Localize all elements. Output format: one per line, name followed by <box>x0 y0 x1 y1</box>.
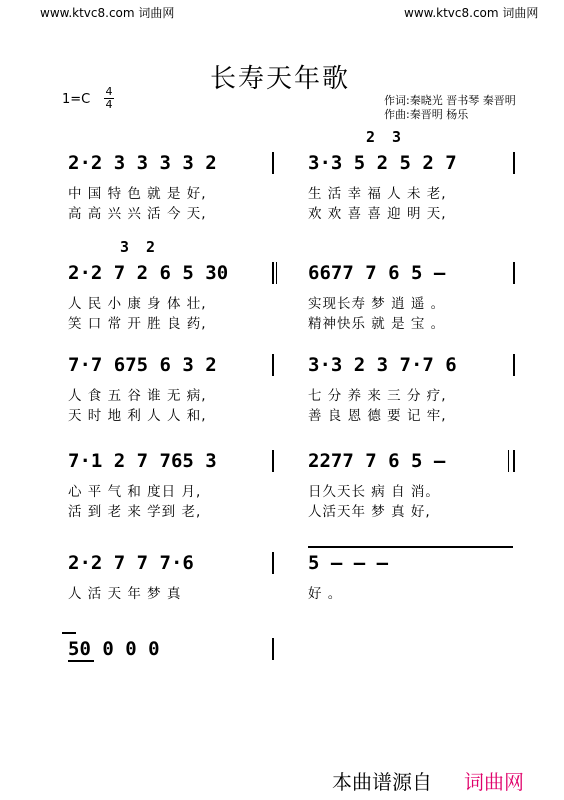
time-top: 4 <box>105 85 113 98</box>
barline <box>272 552 274 574</box>
lyrics-row4-a-v1: 心 平 气 和 度日 月, <box>68 484 202 500</box>
time-signature <box>104 86 114 111</box>
lyrics-row4-b-v1: 日久天长 病 自 消。 <box>308 484 440 500</box>
notes-row3-a: 7·7 675 6 3 2 <box>68 354 217 376</box>
lyrics-row3-b-v2: 善 良 恩 德 要 记 牢, <box>308 408 447 424</box>
lyrics-row3-a-v2: 天 时 地 利 人 人 和, <box>68 408 207 424</box>
final-barline <box>272 638 274 660</box>
notes-row4-b: 2277 7 6 5 – <box>308 450 446 472</box>
left-watermark: www.ktvc8.com 词曲网 <box>40 6 175 20</box>
lyrics-row1-a-v2: 高 高 兴 兴 活 今 天, <box>68 206 207 222</box>
notes-row4-a: 7·1 2 7 765 3 <box>68 450 217 472</box>
upper-notes-row2: 3 2 <box>120 238 160 256</box>
key-signature: 1=C <box>62 92 91 107</box>
lyrics-row4-a-v2: 活 到 老 来 学到 老, <box>68 504 202 520</box>
tie-line <box>308 546 513 548</box>
lyrics-row1-a-v1: 中 国 特 色 就 是 好, <box>68 186 207 202</box>
song-title: 长寿天年歌 <box>210 64 351 94</box>
notes-row2-b: 6677 7 6 5 – <box>308 262 446 284</box>
lyrics-row3-b-v1: 七 分 养 来 三 分 疗, <box>308 388 447 404</box>
notes-row5-b: 5 – – – <box>308 552 389 574</box>
lyrics-row3-a-v1: 人 食 五 谷 谁 无 病, <box>68 388 207 404</box>
barline <box>272 262 274 284</box>
lyrics-row1-b-v2: 欢 欢 喜 喜 迎 明 天, <box>308 206 447 222</box>
lyrics-row4-b-v2: 人活天年 梦 真 好, <box>308 504 431 520</box>
notes-row6: 50 0 0 0 <box>68 638 160 660</box>
notes-row2-a: 2·2 7 2 6 5 30 <box>68 262 229 284</box>
barline <box>513 152 515 174</box>
brand-logo-text[interactable]: 词曲网 <box>464 770 524 794</box>
barline <box>513 262 515 284</box>
upper-notes-row1: 2 3 <box>366 128 406 146</box>
barline <box>272 450 274 472</box>
notes-row1-a: 2·2 3 3 3 3 2 <box>68 152 217 174</box>
tie-line <box>62 632 76 634</box>
repeat-barline <box>513 450 515 472</box>
lyrics-row2-a-v2: 笑 口 常 开 胜 良 药, <box>68 316 207 332</box>
lyrics-row5-b: 好 。 <box>308 586 343 602</box>
source-label: 本曲谱源自 <box>332 770 432 794</box>
barline <box>272 152 274 174</box>
barline <box>272 354 274 376</box>
barline <box>276 262 277 284</box>
barline <box>508 450 509 472</box>
notes-row3-b: 3·3 2 3 7·7 6 <box>308 354 457 376</box>
lyrics-row5-a: 人 活 天 年 梦 真 <box>68 586 182 602</box>
composer-credit: 作曲:秦晋明 杨乐 <box>384 108 469 121</box>
time-bottom: 4 <box>105 98 113 111</box>
lyrics-row2-b-v2: 精神快乐 就 是 宝 。 <box>308 316 446 332</box>
lyrics-row2-b-v1: 实现长寿 梦 逍 遥 。 <box>308 296 446 312</box>
barline <box>513 354 515 376</box>
notes-row5-a: 2·2 7 7 7·6 <box>68 552 194 574</box>
lyrics-row1-b-v1: 生 活 幸 福 人 未 老, <box>308 186 447 202</box>
notes-row1-b: 3·3 5 2 5 2 7 <box>308 152 457 174</box>
right-watermark: www.ktvc8.com 词曲网 <box>404 6 539 20</box>
underline-50 <box>68 660 94 662</box>
lyrics-row2-a-v1: 人 民 小 康 身 体 壮, <box>68 296 207 312</box>
lyricist-credit: 作词:秦晓光 晋书琴 秦晋明 <box>384 94 516 107</box>
